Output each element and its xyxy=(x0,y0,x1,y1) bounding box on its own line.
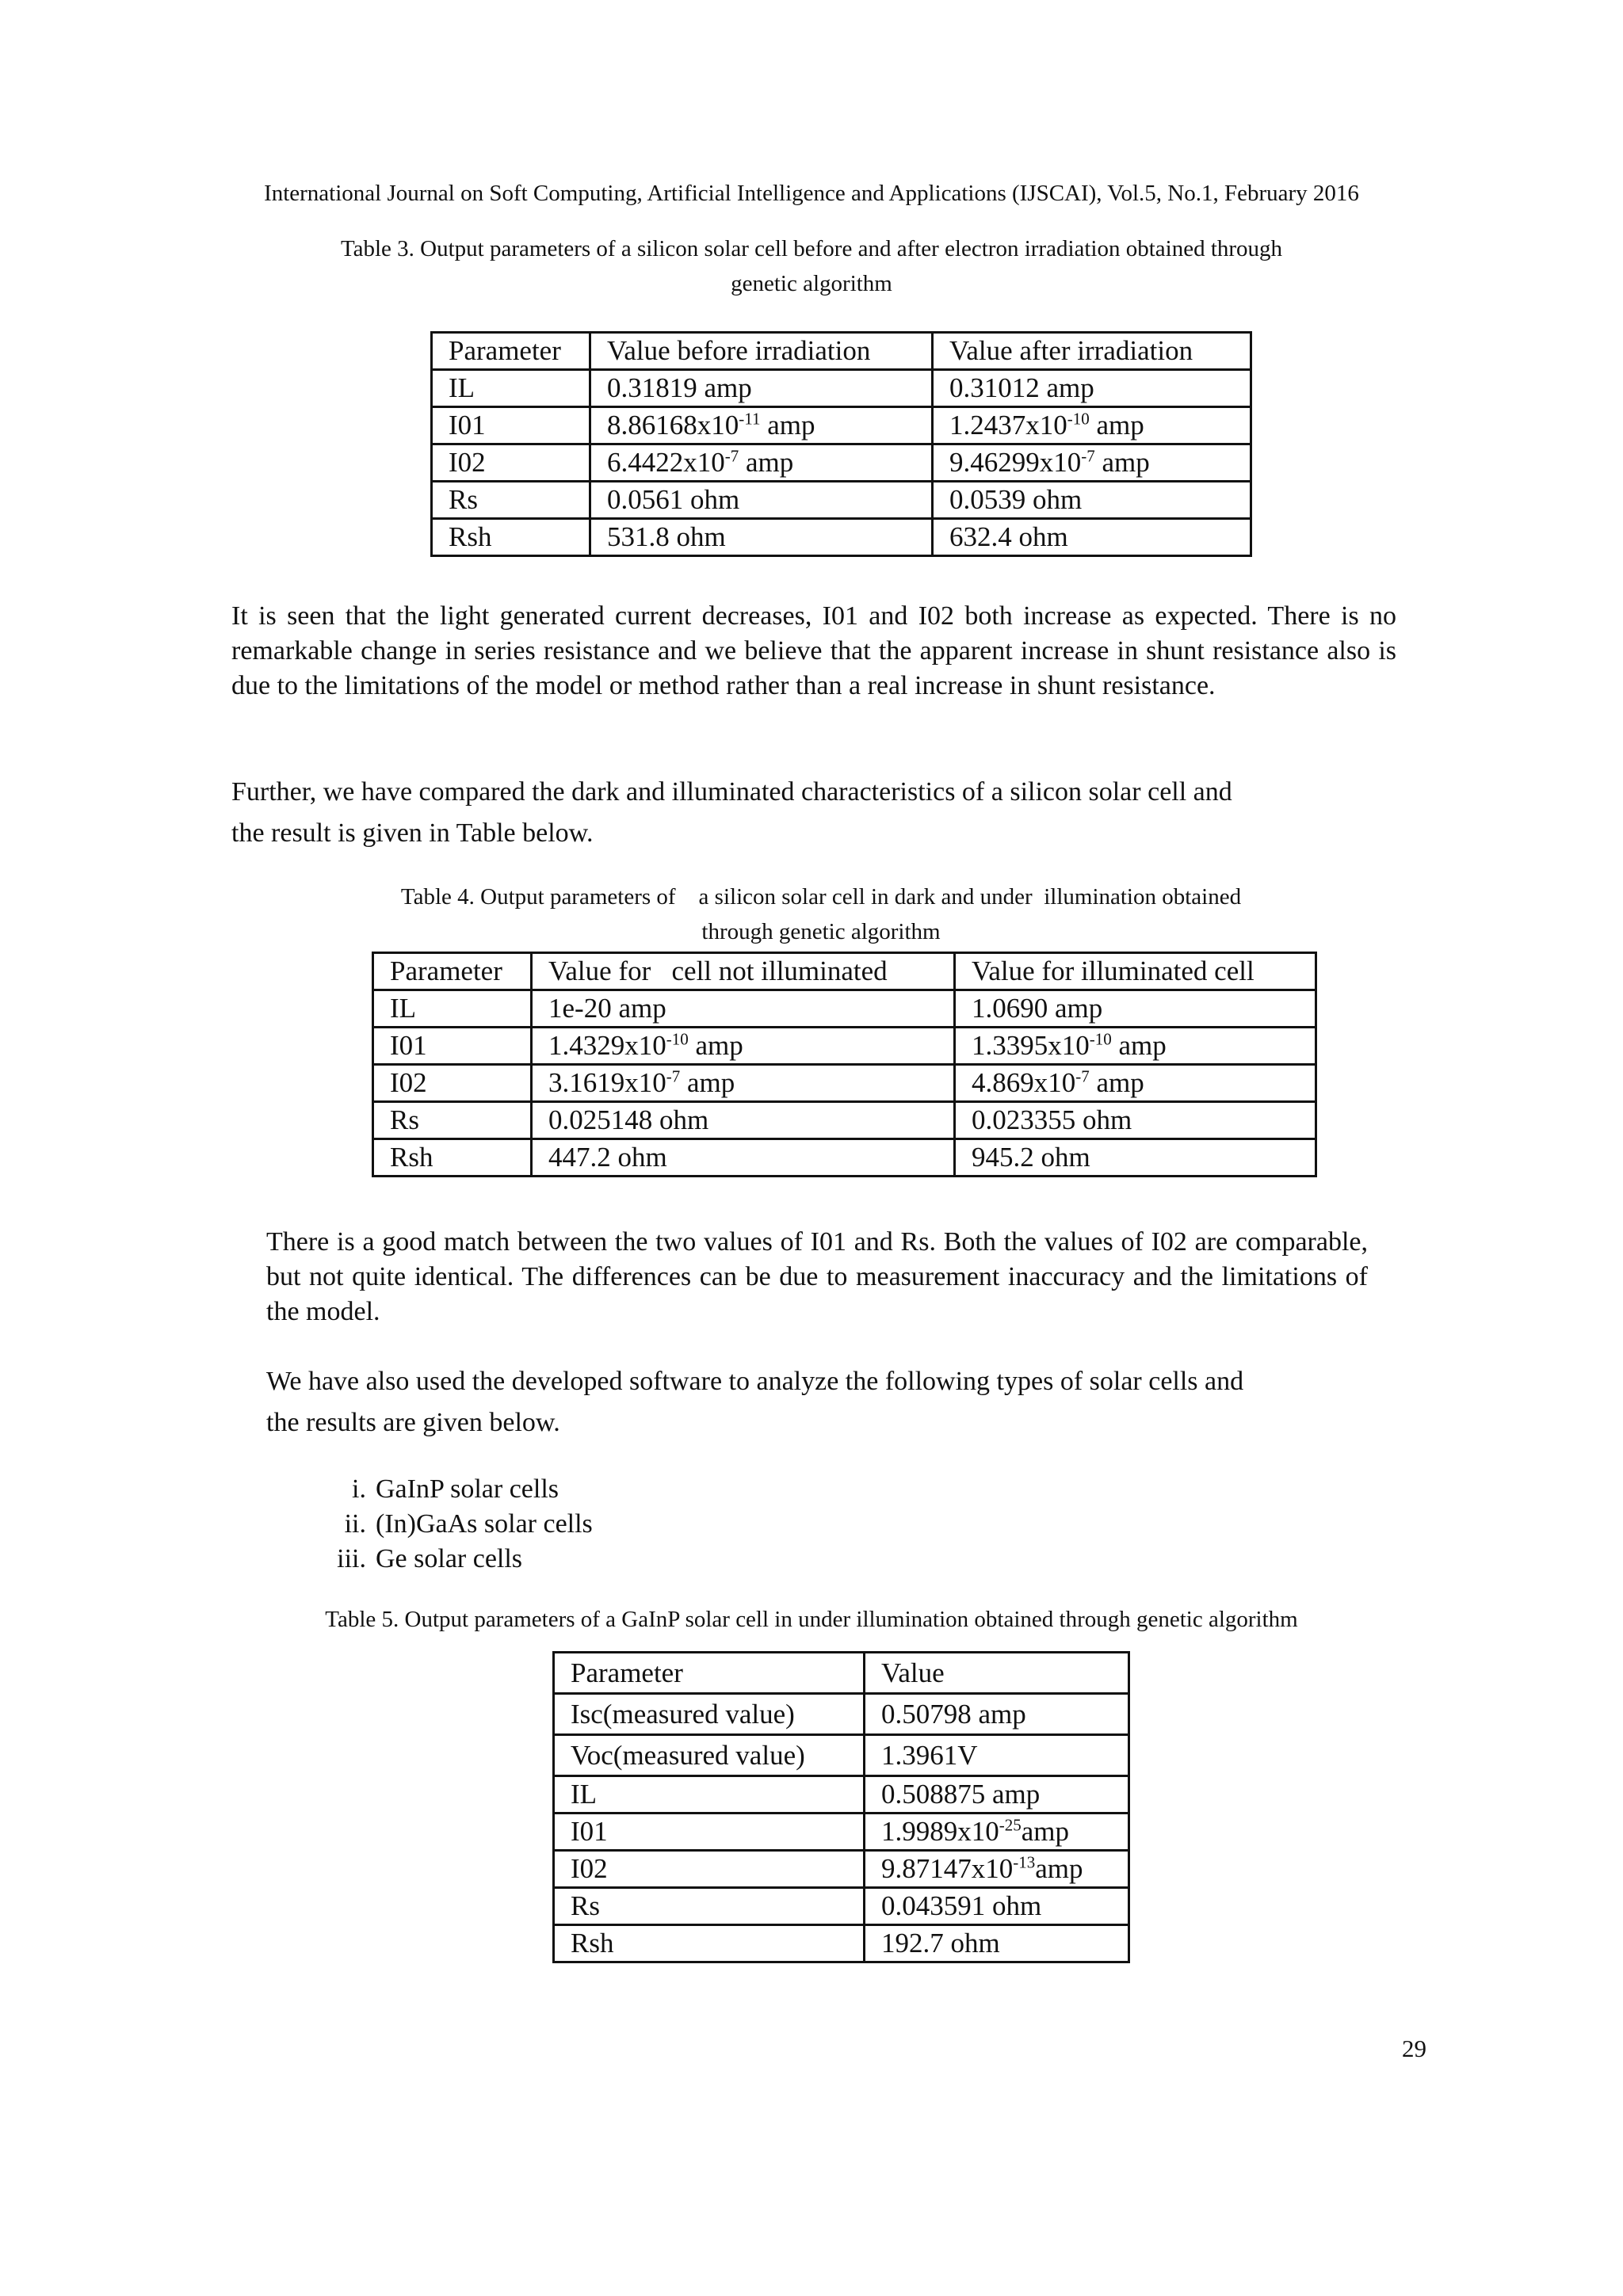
param-cell: I01 xyxy=(373,1028,532,1065)
table4-caption-line1: Table 4. Output parameters of a silicon solar cell in dark and under illumination obtained xyxy=(400,884,1242,910)
value-cell: $1.4329x10^{-10}$ amp xyxy=(532,1028,955,1065)
paragraph-2-line1: Further, we have compared the dark and illuminated characteristics of a silicon solar cell and xyxy=(231,777,1232,807)
paragraph-4-line1: We have also used the developed software to analyze the following types of solar cells and xyxy=(266,1367,1244,1396)
table-row xyxy=(432,519,1251,556)
value-cell: 0.043591 ohm xyxy=(865,1888,1129,1925)
table4 xyxy=(372,952,1317,1177)
table-row xyxy=(432,482,1251,519)
param-cell: I02 xyxy=(373,1065,532,1102)
table4-caption xyxy=(238,879,1404,949)
value-cell: 0.50798 amp xyxy=(865,1694,1129,1735)
param-cell: Rs xyxy=(373,1102,532,1139)
table-row xyxy=(373,1028,1316,1065)
table-header-row xyxy=(432,333,1251,370)
value-cell: $9.46299x10^{-7}$ amp xyxy=(933,444,1251,482)
table4-caption-line2: through genetic algorithm xyxy=(701,919,941,944)
table-row xyxy=(432,444,1251,482)
table-row xyxy=(554,1814,1129,1851)
table-row xyxy=(554,1851,1129,1888)
value-cell: 1.3961V xyxy=(865,1735,1129,1776)
value-cell: 531.8 ohm xyxy=(590,519,933,556)
table-row xyxy=(373,1065,1316,1102)
paragraph-2 xyxy=(231,772,1420,854)
param-cell: Rsh xyxy=(554,1925,865,1962)
paragraph-1: It is seen that the light generated current decreases, I01 and I02 both increase as expected. There is no remarkable change in series resistance and we believe that the apparent increase in shunt resistance also is due to the limitations of the model or method rather than a real increase in shunt resistance. xyxy=(231,601,1396,700)
header-cell: Value xyxy=(865,1653,1129,1694)
table5 xyxy=(552,1651,1130,1963)
value-cell: 1e-20 amp xyxy=(532,990,955,1028)
page-number: 29 xyxy=(1402,2035,1426,2062)
param-cell: Isc(measured value) xyxy=(554,1694,865,1735)
param-cell: I02 xyxy=(554,1851,865,1888)
value-cell: 632.4 ohm xyxy=(933,519,1251,556)
journal-header: International Journal on Soft Computing, Artificial Intelligence and Applications (IJSCAI), Vol.5, No.1, February 2016 xyxy=(264,181,1359,206)
table-row xyxy=(373,1102,1316,1139)
header-cell: Value for illuminated cell xyxy=(955,953,1316,990)
param-cell: Rsh xyxy=(373,1139,532,1177)
value-cell: $1.2437x10^{-10}$ amp xyxy=(933,407,1251,444)
param-cell: I01 xyxy=(432,407,590,444)
param-cell: I02 xyxy=(432,444,590,482)
value-cell: 945.2 ohm xyxy=(955,1139,1316,1177)
param-cell: Rs xyxy=(432,482,590,519)
value-cell: 0.508875 amp xyxy=(865,1776,1129,1814)
value-cell: 0.31012 amp xyxy=(933,370,1251,407)
header-cell: Value after irradiation xyxy=(933,333,1251,370)
table-row xyxy=(554,1735,1129,1776)
value-cell: 0.025148 ohm xyxy=(532,1102,955,1139)
value-cell: 0.0539 ohm xyxy=(933,482,1251,519)
paragraph-4-line2: the results are given below. xyxy=(266,1408,560,1437)
list-item: i. GaInP solar cells xyxy=(352,1474,559,1504)
param-cell: Rsh xyxy=(432,519,590,556)
value-cell: 0.31819 amp xyxy=(590,370,933,407)
paragraph-3: There is a good match between the two values of I01 and Rs. Both the values of I02 are comparable, but not quite identical. The differences can be due to measurement inaccuracy and the limitations of the model. xyxy=(266,1227,1368,1326)
param-cell: I01 xyxy=(554,1814,865,1851)
header-cell: Parameter xyxy=(554,1653,865,1694)
table-row xyxy=(432,407,1251,444)
value-cell: 0.0561 ohm xyxy=(590,482,933,519)
solar-cell-types-list xyxy=(317,1472,593,1577)
list-item: iii. Ge solar cells xyxy=(337,1544,523,1573)
value-cell: $6.4422x10^{-7}$ amp xyxy=(590,444,933,482)
table-header-row xyxy=(373,953,1316,990)
param-cell: IL xyxy=(554,1776,865,1814)
table-row xyxy=(432,370,1251,407)
table3-caption-line1: Table 3. Output parameters of a silicon solar cell before and after electron irradiation obtained through xyxy=(340,236,1283,261)
table3 xyxy=(430,331,1252,557)
header-cell: Value for cell not illuminated xyxy=(532,953,955,990)
value-cell: $9.87147x10^{-13}amp$ xyxy=(865,1851,1129,1888)
param-cell: Rs xyxy=(554,1888,865,1925)
header-cell: Parameter xyxy=(373,953,532,990)
table-row xyxy=(554,1888,1129,1925)
value-cell: 1.0690 amp xyxy=(955,990,1316,1028)
table5-caption: Table 5. Output parameters of a GaInP solar cell in under illumination obtained through genetic algorithm xyxy=(325,1607,1298,1632)
value-cell: $8.86168x10^{-11}$ amp xyxy=(590,407,933,444)
table-row xyxy=(373,1139,1316,1177)
table3-caption xyxy=(0,231,1623,301)
value-cell: $4.869x10^{-7}$ amp xyxy=(955,1065,1316,1102)
table-row xyxy=(554,1694,1129,1735)
header-cell: Parameter xyxy=(432,333,590,370)
table-row xyxy=(554,1925,1129,1962)
table-row xyxy=(373,990,1316,1028)
param-cell: Voc(measured value) xyxy=(554,1735,865,1776)
param-cell: IL xyxy=(432,370,590,407)
value-cell: $1.9989x10^{-25}amp$ xyxy=(865,1814,1129,1851)
paragraph-2-line2: the result is given in Table below. xyxy=(231,818,594,848)
header-cell: Value before irradiation xyxy=(590,333,933,370)
table-row xyxy=(554,1776,1129,1814)
list-item: ii. (In)GaAs solar cells xyxy=(344,1509,593,1539)
table3-caption-line2: genetic algorithm xyxy=(731,271,892,296)
value-cell: $1.3395x10^{-10}$ amp xyxy=(955,1028,1316,1065)
param-cell: IL xyxy=(373,990,532,1028)
value-cell: 0.023355 ohm xyxy=(955,1102,1316,1139)
value-cell: $3.1619x10^{-7}$ amp xyxy=(532,1065,955,1102)
paragraph-4 xyxy=(266,1361,1400,1444)
table-header-row xyxy=(554,1653,1129,1694)
value-cell: 447.2 ohm xyxy=(532,1139,955,1177)
value-cell: 192.7 ohm xyxy=(865,1925,1129,1962)
